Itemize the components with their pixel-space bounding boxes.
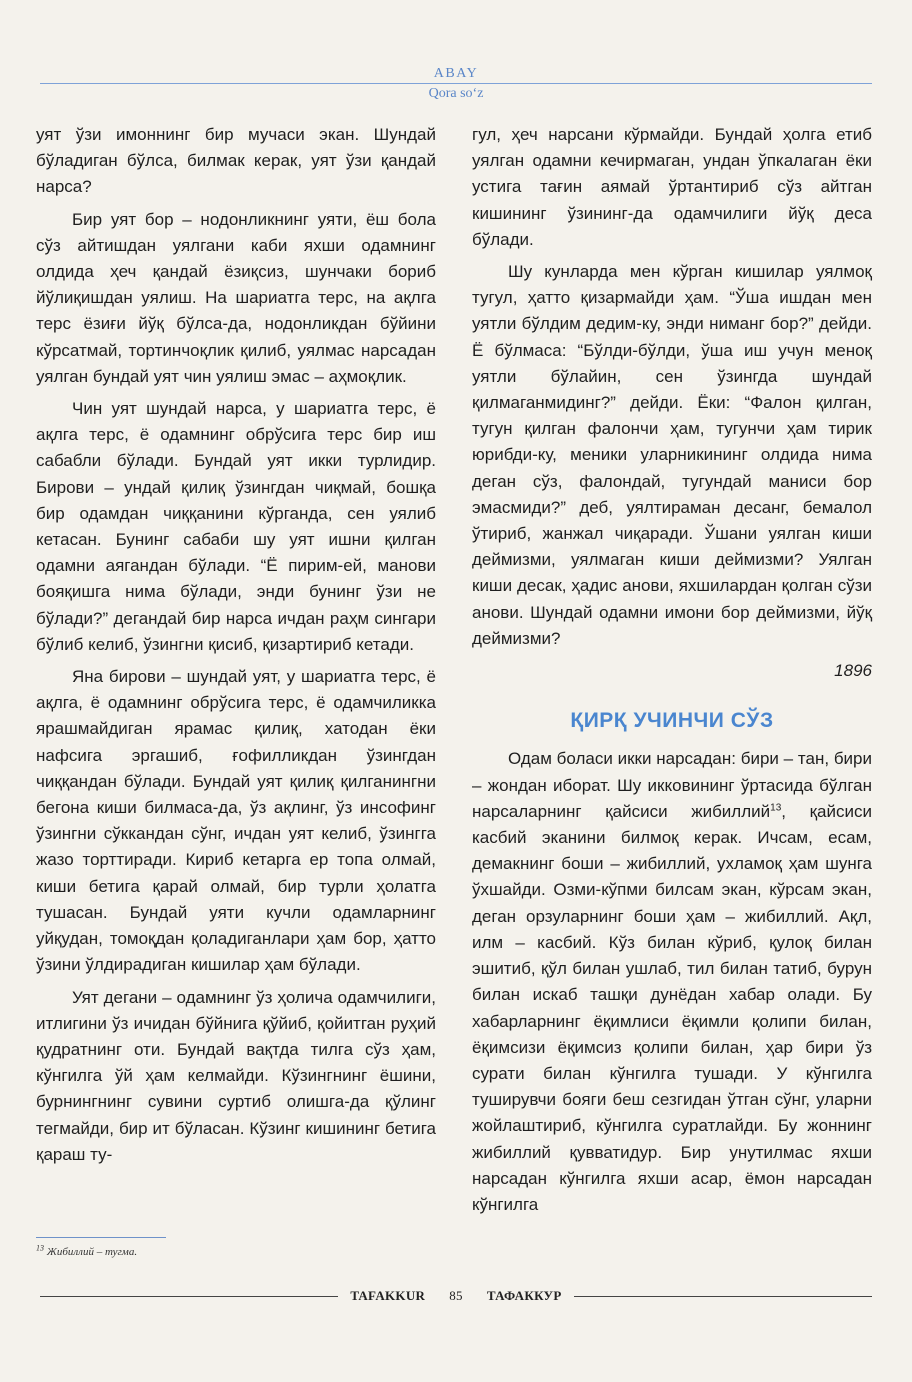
- footnote-text: Жибиллий – тугма.: [44, 1246, 138, 1258]
- left-paragraph-3: Чин уят шундай нарса, у шариатга терс, ё ақлга терс, ё одамнинг обрўсига терс бир иш сабабли бўлади. Бундай уят икки турлидир. Бирови – ундай қилиқ ўзингдан чиқмай, бошқа бир одамдан чиққанини кўрганда, сен уялиб кетасан. Бунинг сабаби шу уят ишни қилган одамни аягандан бўлади. “Ё пирим-ей, манови бояқишга нима бўлади, энди бунинг ўзи не бўлади?” дегандай бир нарса ичдан раҳм сингари бўлиб келиб, ўзингни қисиб, қизартириб кетади.: [36, 399, 436, 654]
- left-paragraph-5: Уят дегани – одамнинг ўз ҳолича одамчилиги, итлигини ўз ичидан бўйнига қўйиб, қойитган руҳий қудратнинг оти. Бундай вақтда тилга сўз ҳам, кўнгилга ўй ҳам келмайди. Кўзингнинг ёшини, бурнингнинг сувини суртиб олишга-да қўлинг тегмайди, бир ит бўласан. Кўзинг кишининг бетига қараш ту-: [36, 987, 436, 1164]
- right-column: [472, 122, 872, 1224]
- footnote-number: 13: [36, 1243, 44, 1253]
- section-paragraph: [472, 746, 872, 1218]
- page-number: 85: [449, 1288, 463, 1303]
- left-paragraph-4: Яна бирови – шундай уят, у шариатга терс, ё ақлга, ё одамнинг обрўсига терс, ё одамчиликка ярашмайдиган ярамас қилиқ, хатодан ёки нафсига эргашиб, ғофилликдан ўзингдан чиққандан бўлади. Бундай уят қилиқ қилганингни бегона киши билмаса-да, ўз ақлинг, ўз инсофинг ўзингни сўккандан сўнг, ичдан уят келиб, ўзингга жазо торттиради. Кириб кетарга ер топа олмай, киши бетига қарай олмай, бир турли ҳолатга тушасан. Бундай уяти кучли одамларнинг уйқудан, томоқдан қоладиганлари ҳам бор, ҳатто ўзини ўлдирадиган кишилар ҳам бўлади.: [36, 667, 436, 975]
- left-column: [36, 122, 436, 1174]
- footer-right-label: ТАФАККУР: [486, 1288, 562, 1303]
- right-paragraph-2: Шу кунларда мен кўрган кишилар уялмоқ тугул, ҳатто қизармайди ҳам. “Ўша ишдан мен уятли бўлдим дедим-ку, энди ниманг бор?” дейди. Ё бўлмаса: “Бўлди-бўлди, ўша иш учун меноқ уятли бўлайин, сен ўзингда шундай қилмаганмидинг?” дейди. Ёки: “Фалон қилган, тугун қилган фалончи ҳам, тугунчи ҳам тирик юрибди-ку, меники уларникининг олдида нима деган сўз, фалондай, тугундай маниси бор эмасмиди?” деб, уялтираман десанг, бемалол ўтириб, жанжал чиқаради. Ўшани уялган киши деймизми, уялмаган киши деймизми? Уялган киши десак, ҳадис анови, яхшилардан қолган сўзи анови. Шундай одамни имони бор деймизми, йўқ деймизми?: [472, 262, 872, 648]
- left-paragraph-2: Бир уят бор – нодонликнинг уяти, ёш бола сўз айтишдан уялгани каби яхши одамнинг олдида ҳеч қандай ёзиқсиз, шунчаки бориб йўлиқишдан уялиш. На шариатга терс, на ақлга терс ёзиғи йўқ бўлса-да, нодонликдан бўйини кўрсатмай, тортинчоқлик қилиб, уялмас нарсадан уялган бундай уят чин уялиш эмас – аҳмоқлик.: [36, 209, 436, 386]
- footnote-divider: [36, 1237, 166, 1238]
- section-paragraph-start: Одам боласи икки нарсадан: бири – тан, бири – жондан иборат. Шу икковининг ўртасида бўлган нарсаларнинг қайсиси жибиллий: [472, 749, 872, 821]
- section-paragraph-end: , қайсиси касбий эканини билмоқ керак. Ичсам, есам, демакнинг боши – жибиллий, ухламоқ ҳам шунга ўхшайди. Озми-кўпми билсам экан, кўрсам экан, деган орзуларнинг боши ҳам – жибиллий. Ақл, илм – касбий. Кўз билан кўриб, қулоқ билан эшитиб, қўл билан ушлаб, тил билан татиб, бурун билан искаб ташқи дунёдан хабар олади. Бу хабарларнинг ёқимлиси ёқимли қолипи билан, ёқимсизи ёқимсиз қолипи билан, ҳар бири ўз сурати билан кўнгилга тушади. У кўнгилга туширувчи бояги беш сезгидан ўтган сўнг, уларни жойлаштириб, кўнгилга суратлайди. Бу жоннинг жибиллий қувватидур. Бир унутилмас яхши нарсадан кўнгилга яхши асар, ёмон нарсадан кўнгилга: [472, 801, 873, 1214]
- footnote: [36, 1243, 138, 1258]
- running-footer: [40, 1286, 872, 1306]
- footer-right-rule: [574, 1296, 872, 1297]
- footer-left-label: TAFAKKUR: [350, 1288, 426, 1303]
- footnote-reference: 13: [770, 802, 782, 814]
- footer-left-rule: [40, 1296, 338, 1297]
- header-subtitle: Qora so‘z: [428, 86, 484, 101]
- header-divider: [40, 83, 872, 84]
- left-paragraph-1: уят ўзи имоннинг бир мучаси экан. Шундай бўладиган бўлса, билмак керак, уят ўзи қандай нарса?: [36, 125, 436, 197]
- running-header: [40, 66, 872, 106]
- section-title: ҚИРҚ УЧИНЧИ СЎЗ: [570, 709, 774, 733]
- right-paragraph-1: гул, ҳеч нарсани кўрмайди. Бундай ҳолга етиб уялган одамни кечирмаган, ундан ўпкалаган ёки устига тағин аямай ўртантириб сўз айтган кишининг ўзининг-да одамчилиги йўқ деса бўлади.: [472, 125, 872, 249]
- essay-date: 1896: [834, 661, 872, 681]
- header-author: ABAY: [433, 66, 479, 81]
